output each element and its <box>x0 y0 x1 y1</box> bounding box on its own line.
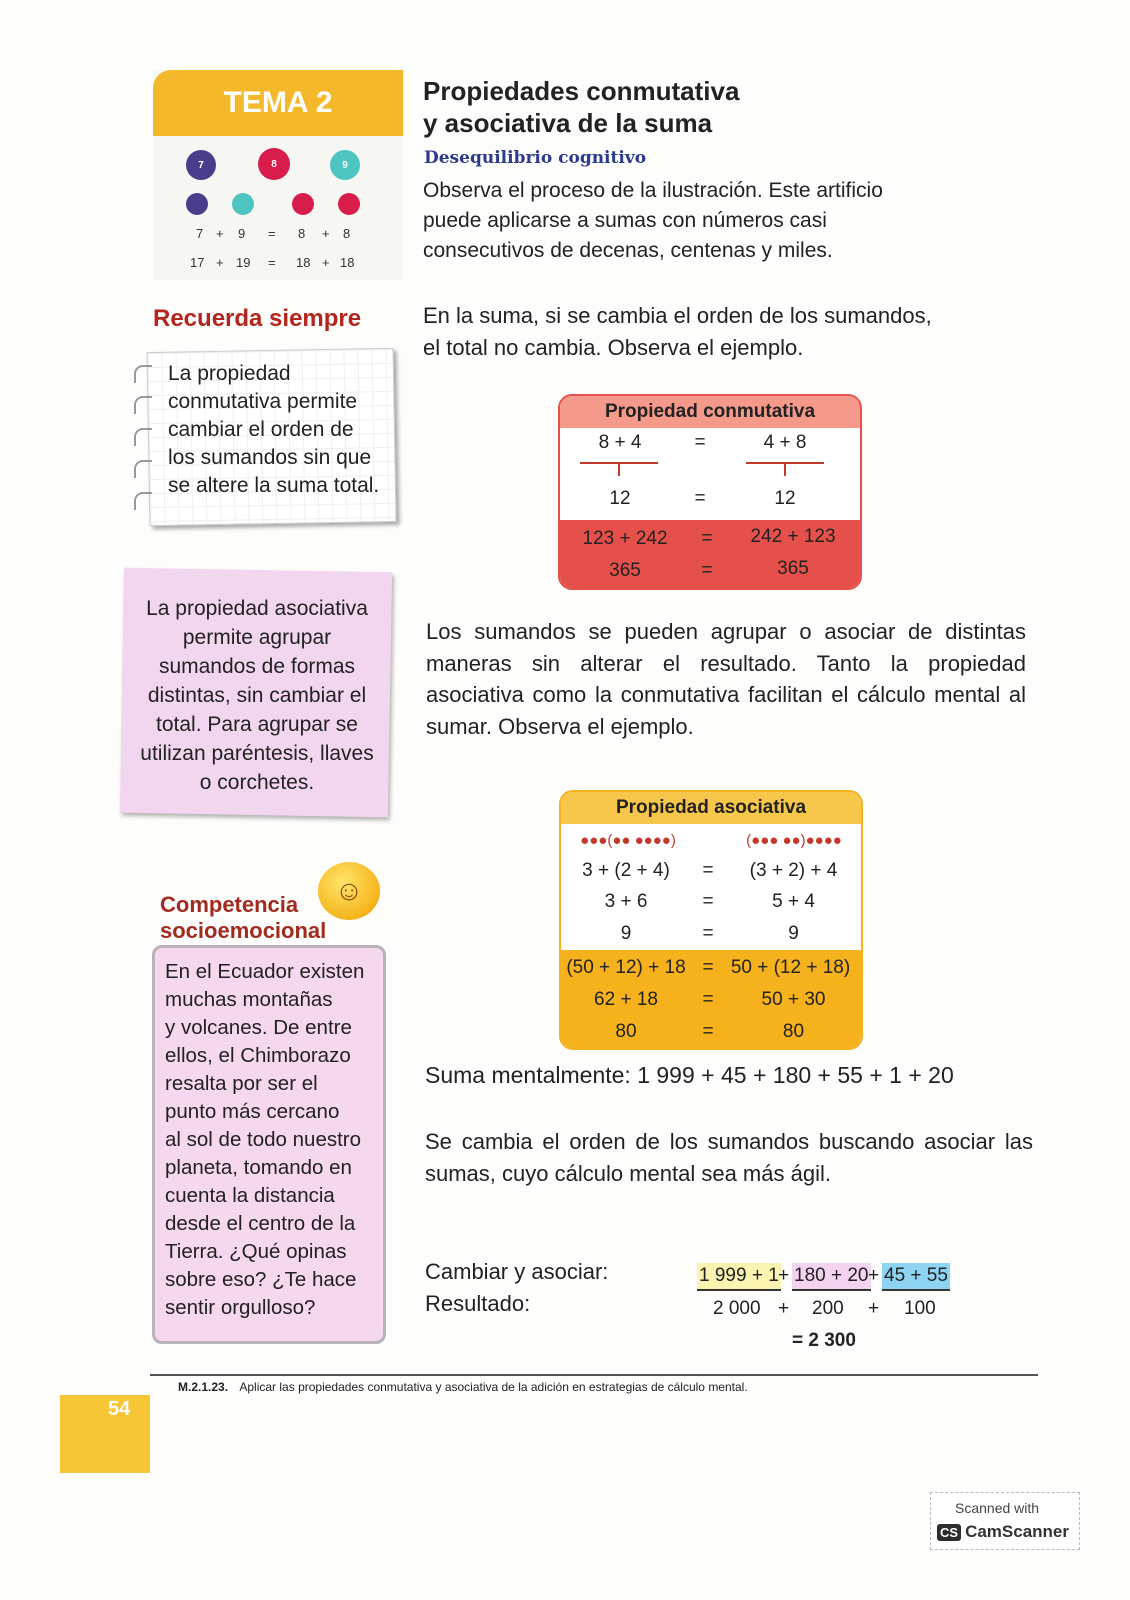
ill-row1-c: 8 <box>298 226 306 241</box>
note2-line: permite agrupar <box>182 626 332 649</box>
partial-plus: + <box>868 1298 880 1319</box>
asoc-r1-eq: = <box>702 860 714 881</box>
p1-line: puede aplicarse a sumas con números casi <box>423 209 827 232</box>
group-plus: + <box>778 1265 790 1286</box>
note1-line: cambiar el orden de <box>168 418 354 441</box>
note2-line: o corchetes. <box>199 771 315 794</box>
competencia-title-line: socioemocional <box>160 918 327 943</box>
dot-9: 9 <box>330 150 360 180</box>
asoc-r4-eq: = <box>702 957 714 978</box>
comp-line: sentir orgulloso? <box>165 1296 316 1319</box>
partial-1: 2 000 <box>713 1298 761 1319</box>
ill-row2-plus: + <box>216 255 224 270</box>
group-2: 180 + 20 <box>792 1263 871 1291</box>
comp-line: punto más cercano <box>165 1100 340 1123</box>
resultado-label: Resultado: <box>425 1291 531 1316</box>
note2-line: total. Para agrupar se <box>156 713 358 736</box>
asoc-r6-eq: = <box>702 1021 714 1042</box>
conmutativa-paragraph <box>423 300 1033 364</box>
asoc-r6-left: 80 <box>615 1021 637 1042</box>
partial-3: 100 <box>904 1298 936 1319</box>
conm-r1-eq: = <box>694 432 706 453</box>
dots-right: (●●● ●●)●●●● <box>746 832 842 849</box>
asoc-r2-eq: = <box>702 891 714 912</box>
page-number: 54 <box>108 1398 131 1420</box>
comp-line: muchas montañas <box>165 988 333 1011</box>
competencia-title-line: Competencia <box>160 892 299 917</box>
competencia-title <box>160 892 326 944</box>
spiral-ring <box>134 365 152 383</box>
dot-small-teal <box>232 193 254 215</box>
asoc-r3-left: 9 <box>620 923 632 944</box>
asoc-r3-right: 9 <box>788 923 799 944</box>
note-conmutativa-text <box>168 360 388 500</box>
note2-line: La propiedad asociativa <box>146 597 368 620</box>
title-line: y asociativa de la suma <box>423 108 713 138</box>
total-result: = 2 300 <box>792 1330 856 1351</box>
conmutativa-table <box>558 394 862 590</box>
dot-small-red-2 <box>338 193 360 215</box>
conm-r2-right: 12 <box>774 488 796 509</box>
tema-heading: TEMA 2 <box>153 70 403 136</box>
comp-line: al sol de todo nuestro <box>165 1128 362 1151</box>
dot-7: 7 <box>186 150 216 180</box>
asoc-r4-right: 50 + (12 + 18) <box>730 957 851 978</box>
asociativa-table <box>559 790 863 1050</box>
partial-plus: + <box>778 1298 790 1319</box>
ill-row1-b: 9 <box>238 226 246 241</box>
comp-line: planeta, tomando en <box>165 1156 352 1179</box>
note2-line: sumandos de formas <box>158 655 356 678</box>
asoc-r5-eq: = <box>702 989 714 1010</box>
comp-line: desde el centro de la <box>165 1212 356 1235</box>
p1-line: Observa el proceso de la ilustración. Este artificio <box>423 179 883 202</box>
recuerda-title: Recuerda siempre <box>153 305 362 332</box>
comp-line: y volcanes. De entre <box>165 1016 352 1039</box>
comp-line: En el Ecuador existen <box>165 960 365 983</box>
spiral-ring <box>134 492 152 510</box>
ill-row1-d: 8 <box>343 226 351 241</box>
partial-2: 200 <box>812 1298 844 1319</box>
ill-row2-plus2: + <box>322 255 330 270</box>
page-title <box>423 75 739 139</box>
footer-skill <box>178 1380 748 1394</box>
desequilibrio-heading: Desequilibrio cognitivo <box>424 148 647 168</box>
conm-r4-right: 365 <box>777 558 809 579</box>
asoc-r3-eq: = <box>702 923 714 944</box>
ill-row2-eq: = <box>268 255 276 270</box>
spiral-ring <box>134 460 152 478</box>
spiral-ring <box>134 428 152 446</box>
p2-line: En la suma, si se cambia el orden de los sumandos, <box>423 303 932 328</box>
spiral-ring <box>134 396 152 414</box>
conm-r4-left: 365 <box>609 560 641 581</box>
watermark-brand-text: CamScanner <box>965 1522 1069 1541</box>
footer-divider <box>150 1374 1038 1376</box>
cambiar-label: Cambiar y asociar: <box>425 1259 609 1284</box>
ill-row2-a: 17 <box>190 255 205 270</box>
note1-line: conmutativa permite <box>168 390 358 413</box>
comp-line: ellos, el Chimborazo <box>165 1044 351 1067</box>
asociativa-paragraph: Los sumandos se pueden agrupar o asociar de distintas maneras sin alterar el resultado. Tanto la propiedad asociativa como la conmutativa facilitan el cálculo mental al sumar. Observa el ejemplo. <box>426 619 1026 739</box>
conm-r1-left: 8 + 4 <box>598 432 642 453</box>
dot-small-red <box>292 193 314 215</box>
conm-r2-left: 12 <box>609 488 631 509</box>
camscanner-logo-icon: CS <box>937 1524 961 1541</box>
intro-paragraph <box>423 176 983 266</box>
group-3: 45 + 55 <box>882 1263 950 1291</box>
comp-line: cuenta la distancia <box>165 1184 335 1207</box>
asoc-r5-left: 62 + 18 <box>594 989 658 1010</box>
bracket-stem <box>784 462 786 476</box>
conm-r1-right: 4 + 8 <box>763 432 807 453</box>
dot-small-purple <box>186 193 208 215</box>
group-plus: + <box>868 1265 880 1286</box>
watermark-brand <box>937 1522 1069 1542</box>
conm-r4-eq: = <box>701 560 713 581</box>
labels-block <box>425 1256 608 1320</box>
explanation-paragraph: Se cambia el orden de los sumandos buscando asociar las sumas, cuyo cálculo mental sea más ágil. <box>425 1129 1033 1186</box>
conmutativa-header: Propiedad conmutativa <box>560 396 860 428</box>
dots-left: ●●●(●● ●●●●) <box>580 832 676 849</box>
group-1: 1 999 + 1 <box>697 1263 781 1291</box>
comp-line: sobre eso? ¿Te hace <box>165 1268 357 1291</box>
asoc-r1-right: (3 + 2) + 4 <box>749 860 838 881</box>
note1-line: los sumandos sin que <box>168 446 372 469</box>
asoc-r5-right: 50 + 30 <box>761 989 826 1010</box>
asociativa-header: Propiedad asociativa <box>561 792 861 824</box>
ill-row1-plus2: + <box>322 226 330 241</box>
asoc-r2-left: 3 + 6 <box>604 891 648 912</box>
p1-line: consecutivos de decenas, centenas y miles. <box>423 239 833 262</box>
page-number-tab <box>60 1395 150 1473</box>
footer-code: M.2.1.23. <box>178 1380 229 1394</box>
ill-row2-c: 18 <box>296 255 311 270</box>
footer-text: Aplicar las propiedades conmutativa y asociativa de la adición en estrategias de cálculo mental. <box>239 1380 748 1394</box>
note2-line: utilizan paréntesis, llaves <box>140 742 374 765</box>
ill-row1-plus: + <box>216 226 224 241</box>
mental-sum-prompt: Suma mentalmente: 1 999 + 45 + 180 + 55 + 1 + 20 <box>425 1062 954 1088</box>
conm-r3-eq: = <box>701 528 713 549</box>
note1-line: La propiedad <box>168 362 291 385</box>
note-asociativa-text <box>128 594 386 797</box>
bracket-stem <box>618 462 620 476</box>
dot-8: 8 <box>258 148 290 180</box>
conm-r2-eq: = <box>694 488 706 509</box>
ill-row2-d: 18 <box>340 255 355 270</box>
ill-row2-b: 19 <box>236 255 251 270</box>
asoc-r6-right: 80 <box>782 1021 805 1042</box>
ill-row1-a: 7 <box>196 226 204 241</box>
watermark-line: Scanned with <box>955 1500 1040 1516</box>
p2-line: el total no cambia. Observa el ejemplo. <box>423 335 804 360</box>
conm-r3-right: 242 + 123 <box>750 526 836 547</box>
ill-row1-eq: = <box>268 226 276 241</box>
smiley-face-icon: ☺ <box>318 862 380 920</box>
conm-r3-left: 123 + 242 <box>582 528 668 549</box>
competencia-text <box>165 958 375 1322</box>
asoc-r4-left: (50 + 12) + 18 <box>566 957 686 978</box>
asoc-r1-left: 3 + (2 + 4) <box>582 860 670 881</box>
comp-line: resalta por ser el <box>165 1072 318 1095</box>
note2-line: distintas, sin cambiar el <box>147 684 367 707</box>
note1-line: se altere la suma total. <box>168 474 380 497</box>
title-line: Propiedades conmutativa <box>423 76 740 106</box>
asoc-r2-right: 5 + 4 <box>772 891 815 912</box>
comp-line: Tierra. ¿Qué opinas <box>165 1240 347 1263</box>
